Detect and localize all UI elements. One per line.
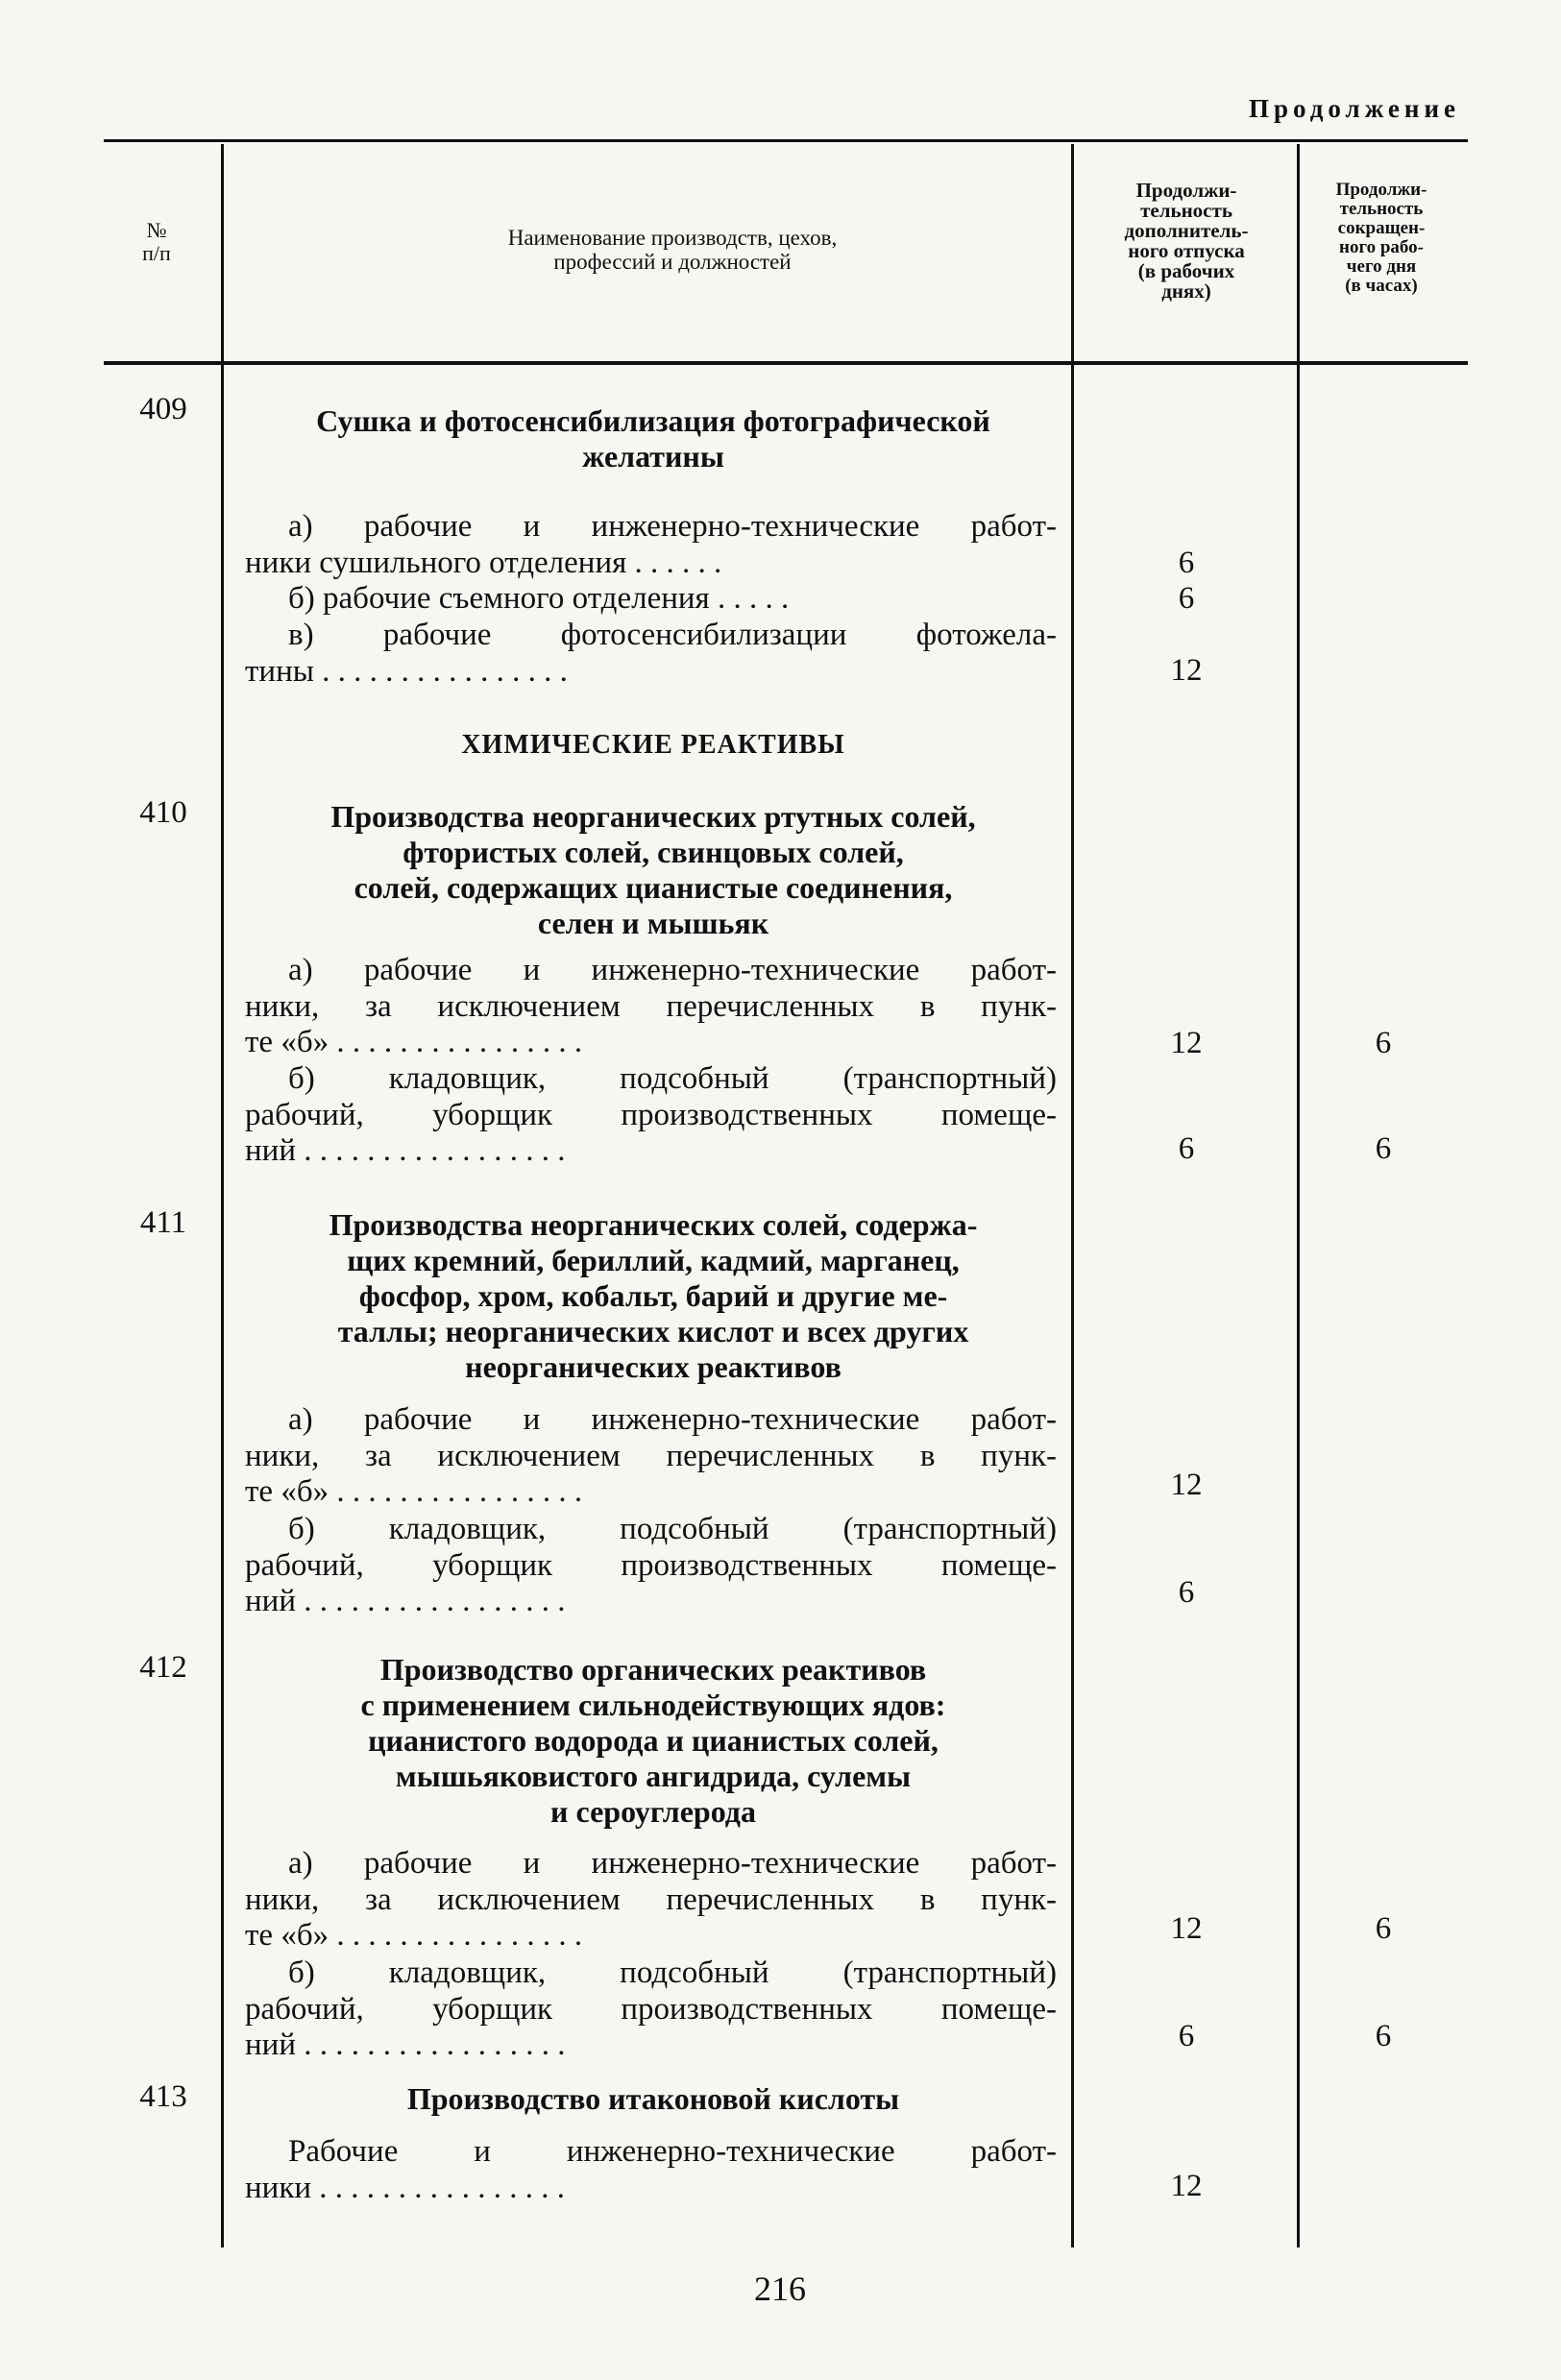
- header-hours-line: ного рабо-: [1339, 236, 1424, 257]
- title-line: фтористых солей, свинцовых солей,: [402, 835, 904, 870]
- item-line: б) рабочие съемного отделения . . . . .: [288, 581, 790, 616]
- item-line: ники, за исключением перечисленных в пунк-: [245, 1438, 1057, 1473]
- item-line: ний . . . . . . . . . . . . . . . . .: [245, 1584, 566, 1619]
- header-name-column: [288, 227, 1057, 275]
- header-hours-line: тельность: [1339, 198, 1424, 219]
- item-line: ний . . . . . . . . . . . . . . . . .: [245, 2028, 566, 2063]
- title-line: цианистого водорода и цианистых солей,: [368, 1723, 939, 1759]
- row-411-item-a: [245, 1402, 1057, 1511]
- header-hours-line: сокращен-: [1337, 217, 1426, 238]
- row-number-413: 413: [139, 2079, 187, 2114]
- item-line: б) кладовщик, подсобный (транспортный): [288, 1955, 1057, 1990]
- row-409-item-b: [245, 581, 1057, 618]
- row-409-item-b-leave: 6: [1178, 581, 1195, 616]
- item-line: рабочий, уборщик производственных помеще-: [245, 1547, 1057, 1583]
- row-412-item-a-leave: 12: [1170, 1911, 1203, 1946]
- item-line: б) кладовщик, подсобный (транспортный): [288, 1512, 1057, 1546]
- item-line: а) рабочие и инженерно-технические работ-: [288, 509, 1057, 544]
- row-412-item-b: [245, 1955, 1057, 2064]
- item-line: Рабочие и инженерно-технические работ-: [288, 2134, 1057, 2169]
- row-number-410: 410: [139, 795, 187, 830]
- column-divider-1: [221, 144, 224, 2247]
- title-line: мышьяковистого ангидрида, сулемы: [395, 1759, 912, 1794]
- header-bottom-rule: [104, 361, 1468, 365]
- header-hours-column: [1300, 181, 1463, 296]
- header-number-abbr: п/п: [142, 240, 171, 265]
- header-leave-line: днях): [1161, 279, 1211, 303]
- item-line: ники . . . . . . . . . . . . . . . .: [245, 2170, 566, 2205]
- item-line: те «б» . . . . . . . . . . . . . . . .: [245, 1918, 583, 1954]
- row-410-item-a: [245, 953, 1057, 1061]
- item-line: ники сушильного отделения . . . . . .: [245, 545, 722, 580]
- header-leave-line: тельность: [1140, 199, 1232, 222]
- row-412-item-b-leave: 6: [1178, 2019, 1195, 2053]
- title-line: неорганических реактивов: [465, 1349, 841, 1385]
- title-line: фосфор, хром, кобальт, барий и другие ме-: [358, 1278, 948, 1314]
- item-line: ники, за исключением перечисленных в пунк-: [245, 988, 1057, 1024]
- row-412-item-a: [245, 1846, 1057, 1955]
- row-409-item-c-leave: 12: [1170, 653, 1203, 688]
- header-number-column: [104, 219, 209, 265]
- title-line: Производство органических реактивов: [379, 1652, 927, 1687]
- row-410-item-b-leave: 6: [1178, 1131, 1195, 1166]
- row-411-item-a-leave: 12: [1170, 1468, 1203, 1502]
- item-line: в) рабочие фотосенсибилизации фотожела-: [288, 618, 1057, 652]
- title-line: Производства неорганических солей, содержа-: [329, 1207, 978, 1242]
- title-line: желатины: [582, 439, 724, 474]
- title-line: селен и мышьяк: [537, 906, 769, 941]
- header-hours-line: чего дня: [1346, 255, 1417, 277]
- item-line: б) кладовщик, подсобный (транспортный): [288, 1061, 1057, 1096]
- row-410-item-b: [245, 1061, 1057, 1170]
- row-412-item-b-hours: 6: [1375, 2019, 1392, 2053]
- page-number: 216: [754, 2270, 806, 2308]
- item-line: рабочий, уборщик производственных помеще-: [245, 1097, 1057, 1132]
- item-line: тины . . . . . . . . . . . . . . . .: [245, 653, 568, 689]
- header-leave-column: [1076, 181, 1297, 302]
- row-number-411: 411: [139, 1205, 187, 1240]
- row-number-409: 409: [139, 392, 187, 426]
- title-line: Производство итаконовой кислоты: [406, 2081, 900, 2116]
- title-line: щих кремний, бериллий, кадмий, марганец,: [347, 1243, 960, 1278]
- item-line: рабочий, уборщик производственных помеще-: [245, 1991, 1057, 2027]
- row-410-item-a-hours: 6: [1375, 1026, 1392, 1060]
- header-number-symbol: №: [146, 218, 167, 242]
- item-line: те «б» . . . . . . . . . . . . . . . .: [245, 1025, 583, 1060]
- item-line: а) рабочие и инженерно-технические работ-: [288, 1846, 1057, 1881]
- row-411-item-b: [245, 1512, 1057, 1620]
- row-411-title: [245, 1207, 1061, 1386]
- header-leave-line: дополнитель-: [1124, 219, 1249, 242]
- header-hours-line: (в часах): [1345, 275, 1418, 296]
- column-divider-2: [1071, 144, 1074, 2247]
- row-409-item-a: [245, 509, 1057, 581]
- row-409-item-c: [245, 618, 1057, 690]
- row-413-item: [245, 2134, 1057, 2206]
- title-line: Сушка и фотосенсибилизация фотографической: [316, 403, 990, 438]
- row-410-title: [245, 799, 1061, 941]
- row-number-412: 412: [139, 1650, 187, 1685]
- continuation-label: Продолжение: [1249, 94, 1460, 123]
- row-413-item-leave: 12: [1170, 2169, 1203, 2203]
- header-leave-line: Продолжи-: [1135, 179, 1237, 202]
- item-line: а) рабочие и инженерно-технические работ-: [288, 953, 1057, 987]
- header-leave-line: ного отпуска: [1128, 239, 1245, 262]
- header-leave-line: (в рабочих: [1137, 259, 1235, 282]
- row-410-item-a-leave: 12: [1170, 1026, 1203, 1060]
- title-line: солей, содержащих цианистые соединения,: [354, 870, 953, 906]
- header-name-line: Наименование производств, цехов,: [507, 226, 838, 250]
- item-line: ники, за исключением перечисленных в пунк-: [245, 1882, 1057, 1917]
- item-line: ний . . . . . . . . . . . . . . . . .: [245, 1133, 566, 1169]
- row-409-item-a-leave: 6: [1178, 546, 1195, 580]
- title-line: таллы; неорганических кислот и всех других: [337, 1314, 969, 1349]
- title-line: с применением сильнодействующих ядов:: [360, 1688, 946, 1723]
- row-412-title: [245, 1652, 1061, 1831]
- item-line: а) рабочие и инженерно-технические работ-: [288, 1402, 1057, 1437]
- row-409-title: [245, 403, 1061, 474]
- table-top-rule: [104, 139, 1468, 142]
- title-line: и сероуглерода: [550, 1794, 756, 1830]
- row-413-title: [245, 2081, 1061, 2117]
- row-412-item-a-hours: 6: [1375, 1911, 1392, 1946]
- item-line: те «б» . . . . . . . . . . . . . . . .: [245, 1474, 583, 1510]
- header-hours-line: Продолжи-: [1335, 180, 1427, 200]
- row-410-item-b-hours: 6: [1375, 1131, 1392, 1166]
- title-line: Производства неорганических ртутных солей,: [330, 799, 976, 834]
- row-411-item-b-leave: 6: [1178, 1575, 1195, 1610]
- section-heading: ХИМИЧЕСКИЕ РЕАКТИВЫ: [461, 730, 845, 760]
- header-name-line: профессий и должностей: [553, 249, 792, 274]
- column-divider-3: [1297, 144, 1300, 2247]
